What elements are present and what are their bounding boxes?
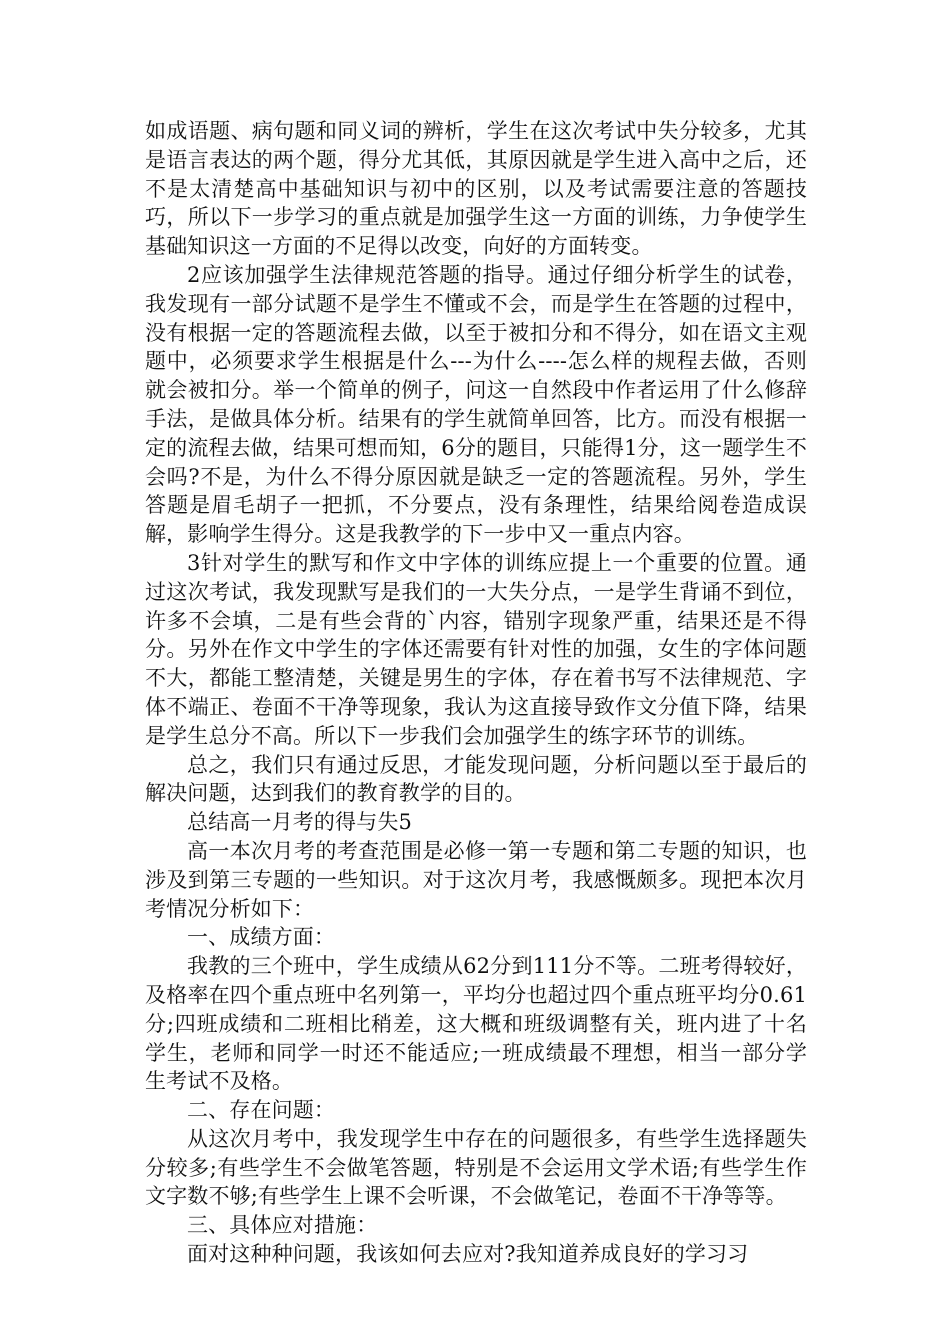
- subheading-results: 一、成绩方面：: [187, 925, 336, 950]
- paragraph-measures: 面对这种种问题，我该如何去应对?我知道养成良好的学习习: [187, 1242, 749, 1267]
- paragraph-problems: 从这次月考中，我发现学生中存在的问题很多，有些学生选择题失分较多;有些学生不会做笔答题，特别是不会运用文学术语;有些学生作文字数不够;有些学生上课不会听课，不会做笔记，卷面不干净等等。: [145, 1126, 807, 1209]
- subheading-measures: 三、具体应对措施：: [187, 1213, 378, 1238]
- paragraph-conclusion: 总之，我们只有通过反思，才能发现问题，分析问题以至于最后的解决问题，达到我们的教育教学的目的。: [145, 752, 807, 806]
- paragraph-basic-knowledge: 如成语题、病句题和同义词的辨析，学生在这次考试中失分较多，尤其是语言表达的两个题，得分尤其低，其原因就是学生进入高中之后，还不是太清楚高中基础知识与初中的区别，以及考试需要注意的答题技巧，所以下一步学习的重点就是加强学生这一方面的训练，力争使学生基础知识这一方面的不足得以改变，向好的方面转变。: [145, 119, 807, 259]
- subheading-problems: 二、存在问题：: [187, 1098, 336, 1123]
- paragraph-answer-guidance: 2应该加强学生法律规范答题的指导。通过仔细分析学生的试卷，我发现有一部分试题不是学生不懂或不会，而是学生在答题的过程中，没有根据一定的答题流程去做，以至于被扣分和不得分，如在语文主观题中，必须要求学生根据是什么---为什么----怎么样的规程去做，否则就会被扣分。举一个简单的例子，问这一自然段中作者运用了什么修辞手法，是做具体分析。结果有的学生就简单回答，比方。而没有根据一定的流程去做，结果可想而知，6分的题目，只能得1分，这一题学生不会吗?不是，为什么不得分原因就是缺乏一定的答题流程。另外，学生答题是眉毛胡子一把抓，不分要点，没有条理性，结果给阅卷造成误解，影响学生得分。这是我教学的下一步中又一重点内容。: [145, 262, 807, 547]
- paragraph-exam-scope: 高一本次月考的考查范围是必修一第一专题和第二专题的知识，也涉及到第三专题的一些知识。对于这次月考，我感慨颇多。现把本次月考情况分析如下：: [145, 838, 807, 921]
- paragraph-results: 我教的三个班中，学生成绩从62分到111分不等。二班考得较好，及格率在四个重点班中名列第一，平均分也超过四个重点班平均分0.61分;四班成绩和二班相比稍差，这大概和班级调整有关，班内进了十名学生，老师和同学一时还不能适应;一班成绩最不理想，相当一部分学生考试不及格。: [145, 954, 807, 1094]
- document-body: [145, 117, 807, 1269]
- section-title-monthly-exam-summary: 总结高一月考的得与失5: [187, 810, 413, 835]
- paragraph-dictation-handwriting: 3针对学生的默写和作文中字体的训练应提上一个重要的位置。通过这次考试，我发现默写是我们的一大失分点，一是学生背诵不到位，许多不会填，二是有些会背的`内容，错别字现象严重，结果还是不得分。另外在作文中学生的字体还需要有针对性的加强，女生的字体问题不大，都能工整清楚，关键是男生的字体，存在着书写不法律规范、字体不端正、卷面不干净等现象，我认为这直接导致作文分值下降，结果是学生总分不高。所以下一步我们会加强学生的练字环节的训练。: [145, 550, 807, 748]
